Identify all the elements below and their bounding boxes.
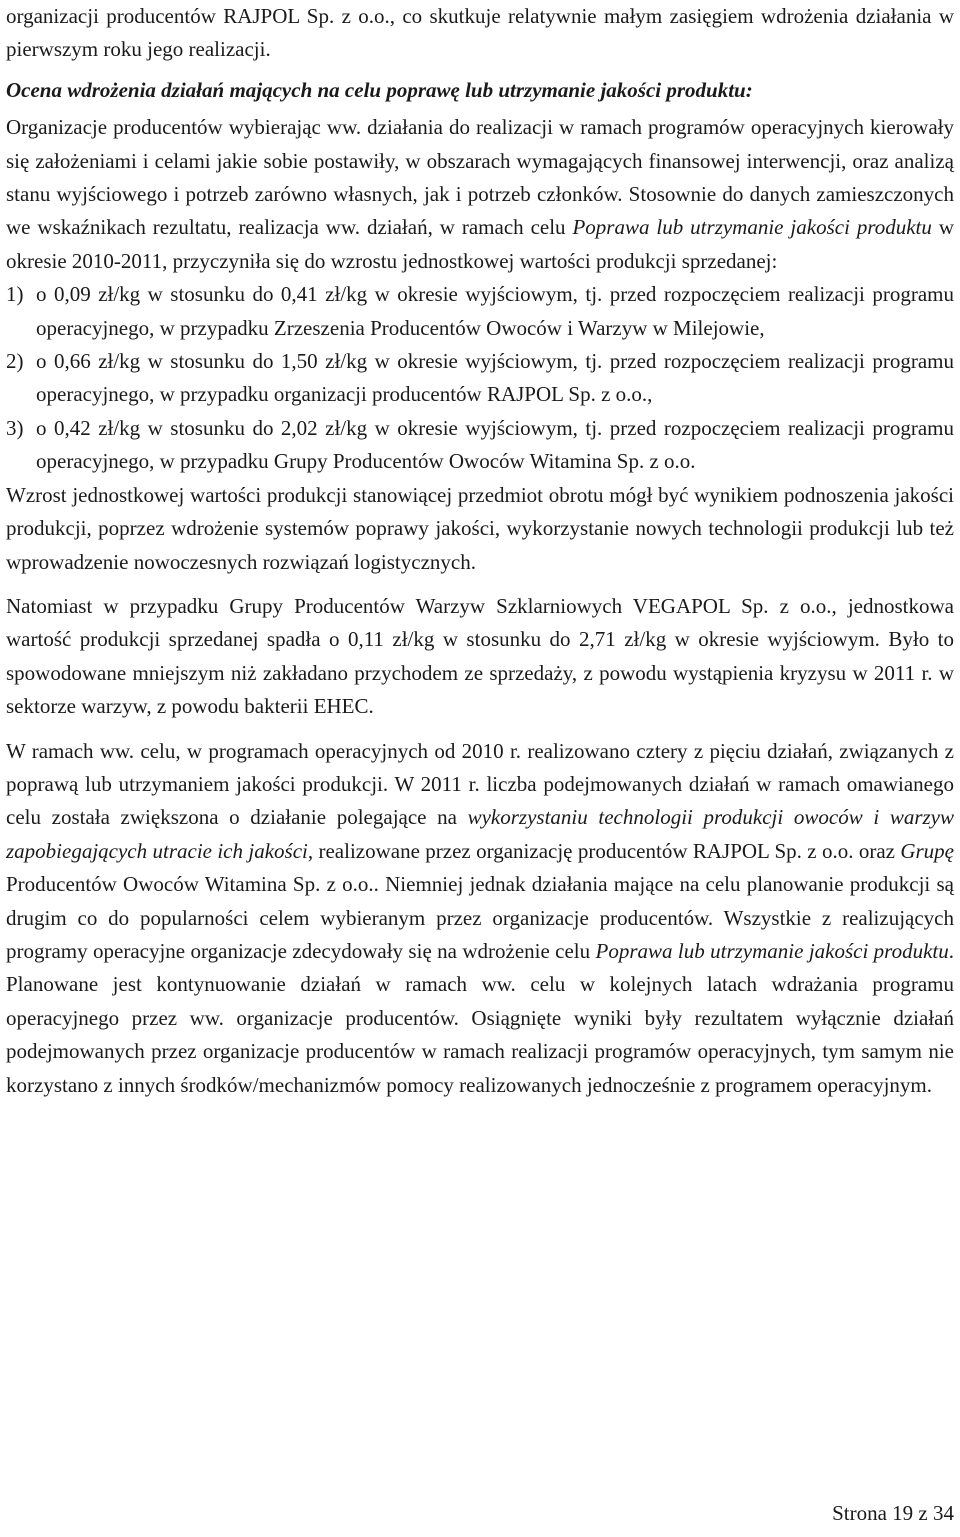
list-item-number: 1) — [6, 282, 24, 307]
paragraph-selection-of-actions — [6, 111, 954, 278]
text-span: Producentów Owoców Witamina Sp. z o.o.. Niemniej jednak działania mające na celu planowanie produkcji są drugim co do popularności celem wybieranym przez organizacje producentów. Wszystkie z realizujących programy operacyjne organizacje zdecydowały się na wdrożenie celu — [6, 872, 954, 963]
paragraph-actions-summary — [6, 735, 954, 1102]
italic-goal-name: Poprawa lub utrzymanie jakości produktu — [595, 938, 949, 963]
list-item — [6, 278, 954, 345]
section-heading: Ocena wdrożenia działań mających na celu poprawę lub utrzymanie jakości produktu: — [6, 77, 753, 102]
list-item — [6, 412, 954, 479]
italic-action-name: wykorzystaniu technologii produkcji owoców i warzyw zapobiegających utracie ich jakości — [6, 805, 954, 863]
text-span: w okresie 2010-2011, przyczyniła się do wzrostu jednostkowej wartości produkcji sprzedanej: — [6, 215, 955, 273]
list-item-text: o 0,09 zł/kg w stosunku do 0,41 zł/kg w okresie wyjściowym, tj. przed rozpoczęciem realizacji programu operacyjnego, w przypadku Zrzeszenia Producentów Owoców i Warzyw w Milejowie, — [36, 282, 954, 340]
text-span: W ramach ww. celu, w programach operacyjnych od 2010 r. realizowano cztery z pięciu działań, związanych z poprawą lub utrzymaniem jakości produkcji. W 2011 r. liczba podejmowanych działań w ramach omawianego celu została zwiększona o działanie polegające na — [6, 738, 954, 830]
document-page — [6, 0, 954, 1102]
intro-paragraph: organizacji producentów RAJPOL Sp. z o.o., co skutkuje relatywnie małym zasięgiem wdrożenia działania w pierwszym roku jego realizacji. — [6, 4, 954, 62]
paragraph-vegapol: Natomiast w przypadku Grupy Producentów Warzyw Szklarniowych VEGAPOL Sp. z o.o., jednostkowa wartość produkcji sprzedanej spadła o 0,11 zł/kg w stosunku do 2,71 zł/kg w okresie wyjściowym. Było to spowodowane mniejszym niż zakładano przychodem ze sprzedaży, z powodu wystąpienia kryzysu w 2011 r. w sektorze warzyw, z powodu bakterii EHEC. — [6, 593, 954, 719]
text-span: , realizowane przez organizację producentów RAJPOL Sp. z o.o. oraz — [307, 838, 901, 863]
list-item-number: 3) — [6, 415, 24, 440]
italic-group-word: Grupę — [900, 838, 955, 863]
paragraph-value-growth: Wzrost jednostkowej wartości produkcji stanowiącej przedmiot obrotu mógł być wynikiem podnoszenia jakości produkcji, poprzez wdrożenie systemów poprawy jakości, wykorzystanie nowych technologii produkcji lub też wprowadzenie nowoczesnych rozwiązań logistycznych. — [6, 482, 954, 574]
list-item — [6, 345, 954, 412]
list-item-number: 2) — [6, 349, 24, 374]
page-number-footer: Strona 19 z 34 — [832, 1501, 954, 1525]
list-item-text: o 0,66 zł/kg w stosunku do 1,50 zł/kg w okresie wyjściowym, tj. przed rozpoczęciem realizacji programu operacyjnego, w przypadku organizacji producentów RAJPOL Sp. z o.o., — [36, 349, 954, 407]
list-item-text: o 0,42 zł/kg w stosunku do 2,02 zł/kg w okresie wyjściowym, tj. przed rozpoczęciem realizacji programu operacyjnego, w przypadku Grupy Producentów Owoców Witamina Sp. z o.o. — [36, 415, 954, 474]
italic-goal-name: Poprawa lub utrzymanie jakości produktu — [572, 215, 932, 240]
text-span: Organizacje producentów wybierając ww. działania do realizacji w ramach programów operacyjnych kierowały się założeniami i celami jakie sobie postawiły, w obszarach wymagających finansowej interwencji, oraz analizą stanu wyjściowego i potrzeb zarówno własnych, jak i potrzeb członków. Stosownie do danych zamieszczonych we wskaźnikach rezultatu, realizacja ww. działań, w ramach celu — [6, 115, 954, 240]
text-span: . Planowane jest kontynuowanie działań w ramach ww. celu w kolejnych latach wdrażania programu operacyjnego przez ww. organizacje producentów. Osiągnięte wyniki były rezultatem wyłącznie działań podejmowanych przez organizacje producentów w ramach realizacji programów operacyjnych, tym samym nie korzystano z innych środków/mechanizmów pomocy realizowanych jednocześnie z programem operacyjnym. — [6, 938, 954, 1097]
value-increase-list — [6, 278, 954, 478]
